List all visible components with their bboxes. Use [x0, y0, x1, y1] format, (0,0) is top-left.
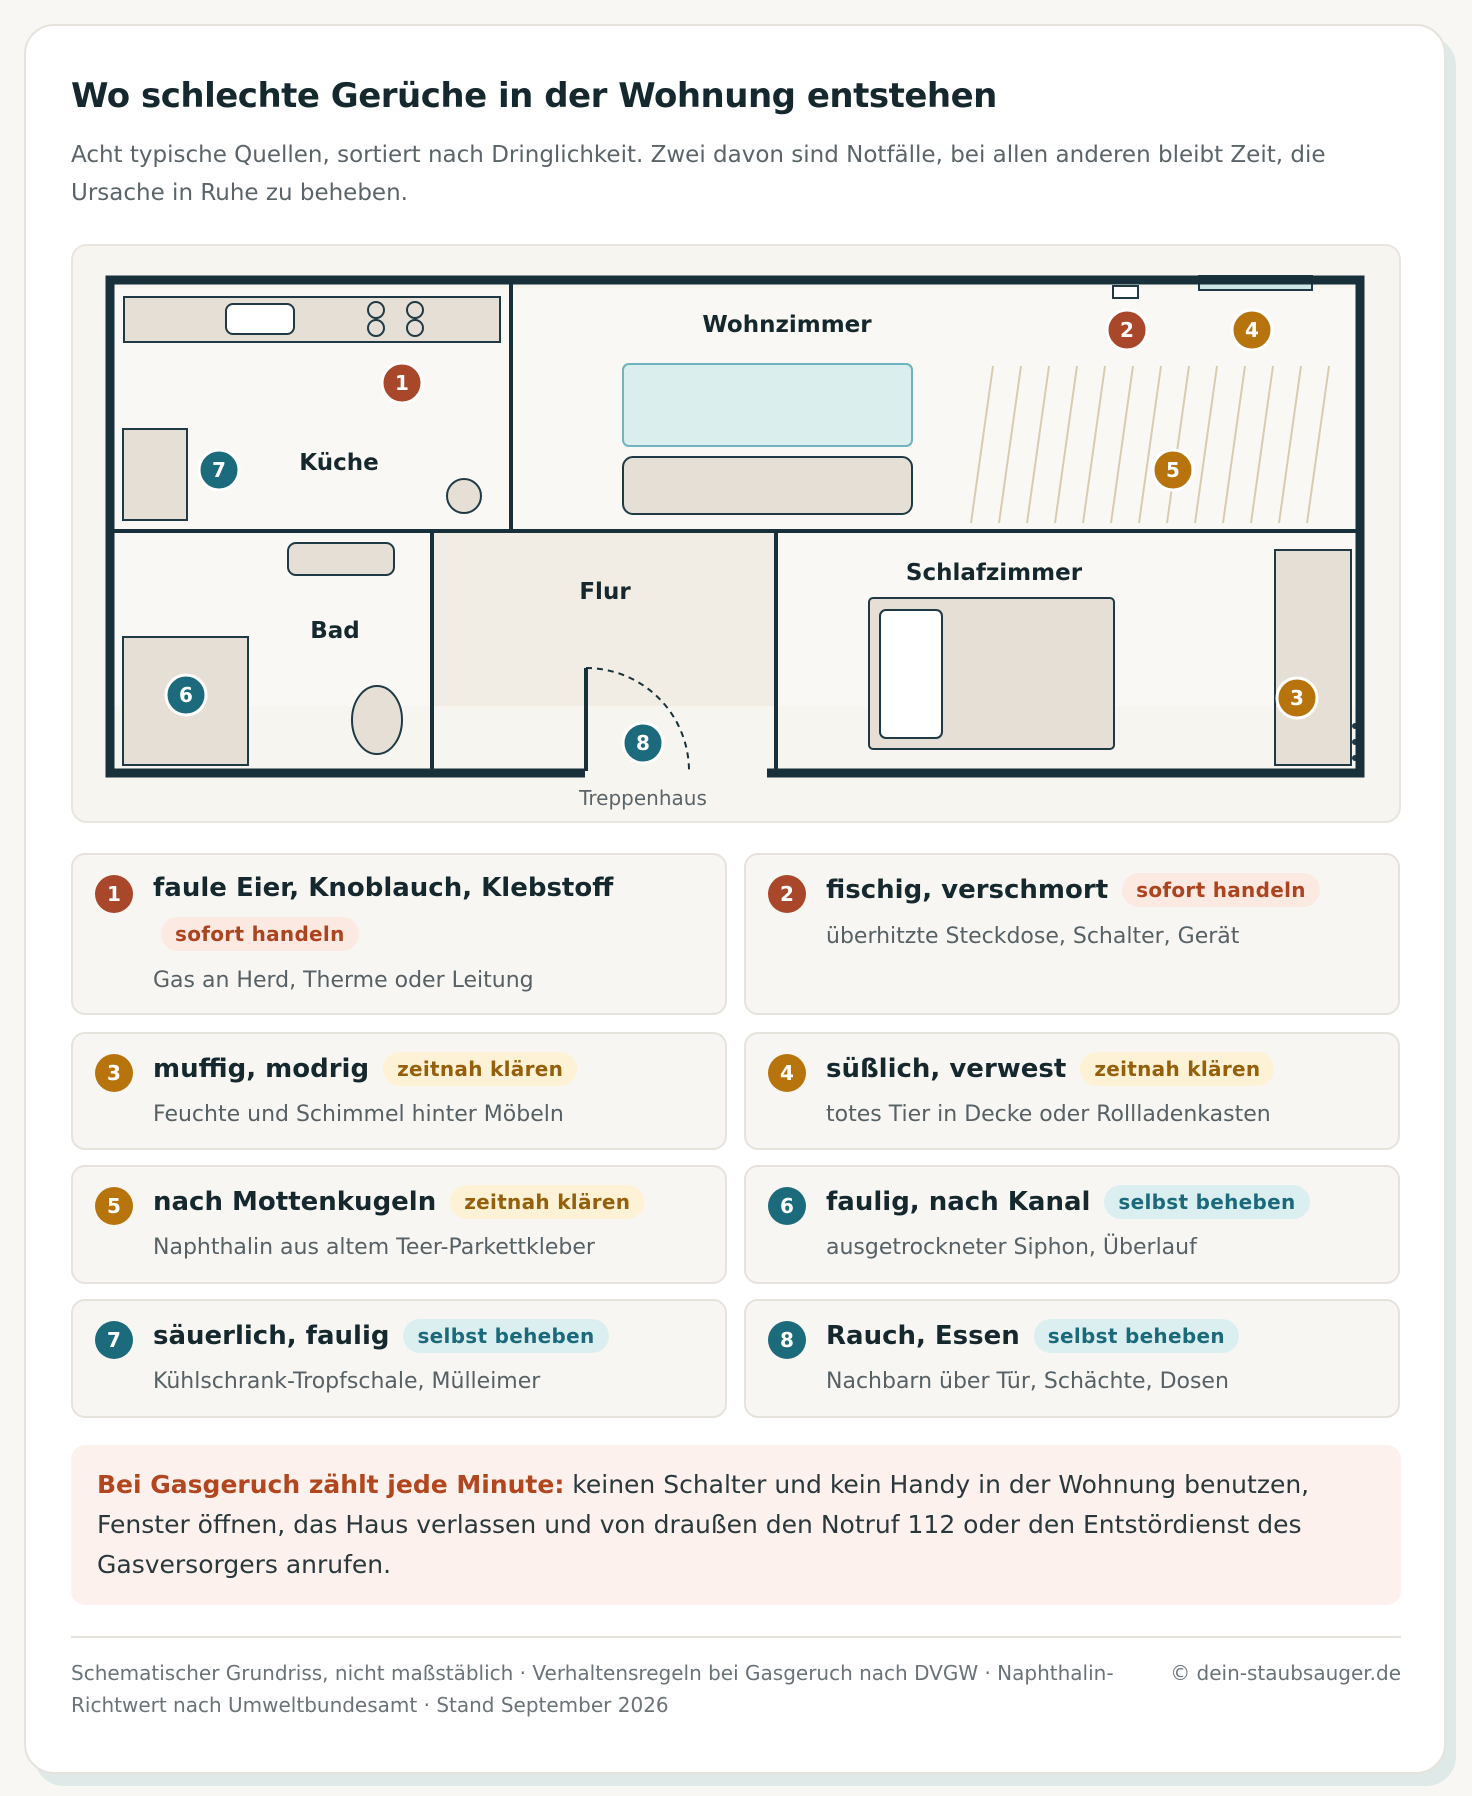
legend-title: Rauch, Essen — [826, 1321, 1020, 1351]
legend-description: ausgetrockneter Siphon, Überlauf — [826, 1235, 1197, 1260]
floorplan-panel — [71, 244, 1401, 823]
svg-text:2: 2 — [1120, 318, 1134, 342]
hall-floor — [434, 533, 774, 706]
urgency-badge: sofort handeln — [161, 917, 359, 951]
urgency-badge: zeitnah klären — [383, 1052, 577, 1086]
fridge — [123, 429, 187, 520]
warning-text: keinen Schalter und kein Handy in der Wohnung benutzen, Fenster öffnen, das Haus verlassen und von draußen den Notruf 112 oder den Entstördienst des Gasversorgers anrufen. — [97, 1470, 1310, 1579]
footer-copyright: © dein-staubsauger.de — [1170, 1661, 1401, 1685]
legend-card-3 — [71, 1032, 727, 1150]
footer-divider — [71, 1636, 1401, 1638]
legend-number: 5 — [95, 1187, 133, 1225]
legend-description: überhitzte Steckdose, Schalter, Gerät — [826, 924, 1240, 949]
legend-number: 7 — [95, 1321, 133, 1359]
room-label-bath: Bad — [310, 618, 360, 644]
room-label-living: Wohnzimmer — [702, 312, 872, 338]
marker-4 — [1232, 310, 1272, 350]
urgency-badge: selbst beheben — [1034, 1319, 1239, 1353]
wardrobe — [1275, 550, 1351, 765]
kitchen-bin — [447, 479, 481, 513]
room-label-hall: Flur — [579, 579, 631, 605]
legend-title: süßlich, verwest — [826, 1054, 1067, 1084]
legend-number: 3 — [95, 1054, 133, 1092]
legend-card-4 — [744, 1032, 1400, 1150]
legend-card-7 — [71, 1299, 727, 1418]
legend-title: faulig, nach Kanal — [826, 1187, 1091, 1217]
marker-6 — [166, 675, 206, 715]
toilet — [352, 686, 402, 754]
svg-text:1: 1 — [395, 371, 409, 395]
legend-description: totes Tier in Decke oder Rollladenkasten — [826, 1102, 1271, 1127]
footer-sources: Schematischer Grundriss, nicht maßstäblich · Verhaltensregeln bei Gasgeruch nach DVGW · Naphthalin-Richtwert nach Umweltbundesamt · Stand September 2026 — [71, 1661, 1114, 1717]
kitchen-counter — [124, 297, 500, 342]
legend-title: fischig, verschmort — [826, 875, 1109, 905]
legend-card-5 — [71, 1165, 727, 1284]
living-rug — [623, 364, 912, 446]
svg-text:8: 8 — [636, 731, 650, 755]
marker-2 — [1107, 310, 1147, 350]
legend-description: Nachbarn über Tür, Schächte, Dosen — [826, 1369, 1229, 1394]
bathtub — [288, 543, 394, 575]
marker-3 — [1277, 678, 1317, 718]
pillow — [880, 610, 942, 738]
legend-description: Naphthalin aus altem Teer-Parkettkleber — [153, 1235, 595, 1260]
marker-5 — [1153, 450, 1193, 490]
stairwell-label: Treppenhaus — [579, 786, 707, 810]
room-label-bedroom: Schlafzimmer — [905, 560, 1083, 586]
gas-warning-box — [71, 1445, 1401, 1605]
page-title: Wo schlechte Gerüche in der Wohnung entstehen — [71, 76, 997, 116]
legend-title: nach Mottenkugeln — [153, 1187, 437, 1217]
legend-number: 1 — [95, 875, 133, 913]
legend-description: Gas an Herd, Therme oder Leitung — [153, 968, 534, 993]
legend-card-1 — [71, 853, 727, 1015]
svg-text:6: 6 — [179, 683, 193, 707]
legend-number: 8 — [768, 1321, 806, 1359]
warning-lead: Bei Gasgeruch zählt jede Minute: — [97, 1470, 565, 1499]
urgency-badge: selbst beheben — [403, 1319, 608, 1353]
svg-text:5: 5 — [1166, 458, 1180, 482]
legend-description: Kühlschrank-Tropfschale, Mülleimer — [153, 1369, 541, 1394]
urgency-badge: zeitnah klären — [1080, 1052, 1274, 1086]
urgency-badge: sofort handeln — [1122, 873, 1320, 907]
legend-number: 4 — [768, 1054, 806, 1092]
legend-title: säuerlich, faulig — [153, 1321, 390, 1351]
room-label-kitchen: Küche — [299, 450, 379, 476]
svg-text:3: 3 — [1290, 686, 1304, 710]
marker-8 — [623, 723, 663, 763]
legend-card-2 — [744, 853, 1400, 1015]
legend-number: 6 — [768, 1187, 806, 1225]
page-subtitle: Acht typische Quellen, sortiert nach Dringlichkeit. Zwei davon sind Notfälle, bei allen anderen bleibt Zeit, die Ursache in Ruhe zu beheben. — [71, 142, 1326, 206]
legend-card-8 — [744, 1299, 1400, 1418]
svg-text:4: 4 — [1245, 318, 1259, 342]
legend-number: 2 — [768, 875, 806, 913]
svg-text:7: 7 — [212, 458, 226, 482]
kitchen-sink — [226, 304, 294, 334]
floorplan — [73, 246, 1403, 825]
marker-7 — [199, 450, 239, 490]
urgency-badge: selbst beheben — [1104, 1185, 1309, 1219]
legend-title: faule Eier, Knoblauch, Klebstoff — [153, 873, 614, 903]
legend-card-6 — [744, 1165, 1400, 1284]
sofa — [623, 457, 912, 514]
marker-1 — [382, 363, 422, 403]
urgency-badge: zeitnah klären — [450, 1185, 644, 1219]
legend-title: muffig, modrig — [153, 1054, 370, 1084]
wall-socket — [1113, 286, 1138, 298]
legend-description: Feuchte und Schimmel hinter Möbeln — [153, 1102, 564, 1127]
